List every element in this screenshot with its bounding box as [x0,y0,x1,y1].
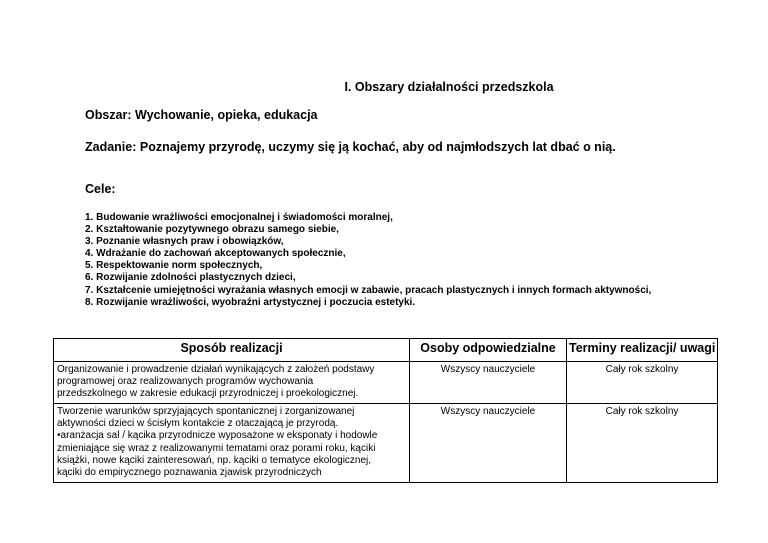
goal-item: 6. Rozwijanie zdolności plastycznych dzieci, [85,272,296,284]
table-row [54,404,718,483]
realization-table [53,338,718,483]
method-line: książki, nowe kąciki zainteresowań, np. kąciki o tematyce ekologicznej, [57,454,372,466]
goals-list [85,212,651,309]
header-term: Terminy realizacji/ uwagi [567,339,718,362]
table-row [54,362,718,404]
table-header-row [54,339,718,362]
area-line: Obszar: Wychowanie, opieka, edukacja [85,108,318,122]
goal-item: 8. Rozwijanie wrażliwości, wyobraźni artystycznej i poczucia estetyki. [85,296,416,308]
method-line: przedszkolnego w zakresie edukacji przyrodniczej i proekologicznej. [57,388,359,400]
method-cell [54,404,410,483]
goal-item: 4. Wdrażanie do zachowań akceptowanych społecznie, [85,248,346,260]
goal-item: 3. Poznanie własnych praw i obowiązków, [85,236,284,248]
method-line: aktywności dzieci w ścisłym kontakcie z otaczającą je przyrodą. [57,418,339,430]
term-cell: Cały rok szkolny [567,404,718,483]
section-title: I. Obszary działalności przedszkola [344,80,554,94]
goal-item: 2. Kształtowanie pozytywnego obrazu samego siebie, [85,224,339,236]
method-cell [54,362,410,404]
method-line: kąciki do empirycznego poznawania zjawisk przyrodniczych [57,466,322,478]
goals-heading: Cele: [85,182,116,196]
term-cell: Cały rok szkolny [567,362,718,404]
task-line: Zadanie: Poznajemy przyrodę, uczymy się ją kochać, aby od najmłodszych lat dbać o nią. [85,140,616,154]
method-line: zmieniające się wraz z realizowanymi tematami oraz porami roku, kąciki [57,442,376,454]
header-method: Sposób realizacji [54,339,410,362]
responsible-cell: Wszyscy nauczyciele [410,404,567,483]
method-line: •aranżacja sal / kącika przyrodnicze wyposażone w eksponaty i hodowle [57,430,378,442]
goal-item: 5. Respektowanie norm społecznych, [85,260,263,272]
responsible-cell: Wszyscy nauczyciele [410,362,567,404]
method-line: Tworzenie warunków sprzyjających spontanicznej i zorganizowanej [57,406,355,418]
goal-item: 7. Kształcenie umiejętności wyrażania własnych emocji w zabawie, pracach plastycznych i innych formach aktywności, [85,284,652,296]
method-line: Organizowanie i prowadzenie działań wynikających z założeń podstawy [57,364,375,375]
method-line: programowej oraz realizowanych programów wychowania [57,376,314,388]
goal-item: 1. Budowanie wrażliwości emocjonalnej i świadomości moralnej, [85,212,393,223]
header-responsible: Osoby odpowiedzialne [410,339,567,362]
